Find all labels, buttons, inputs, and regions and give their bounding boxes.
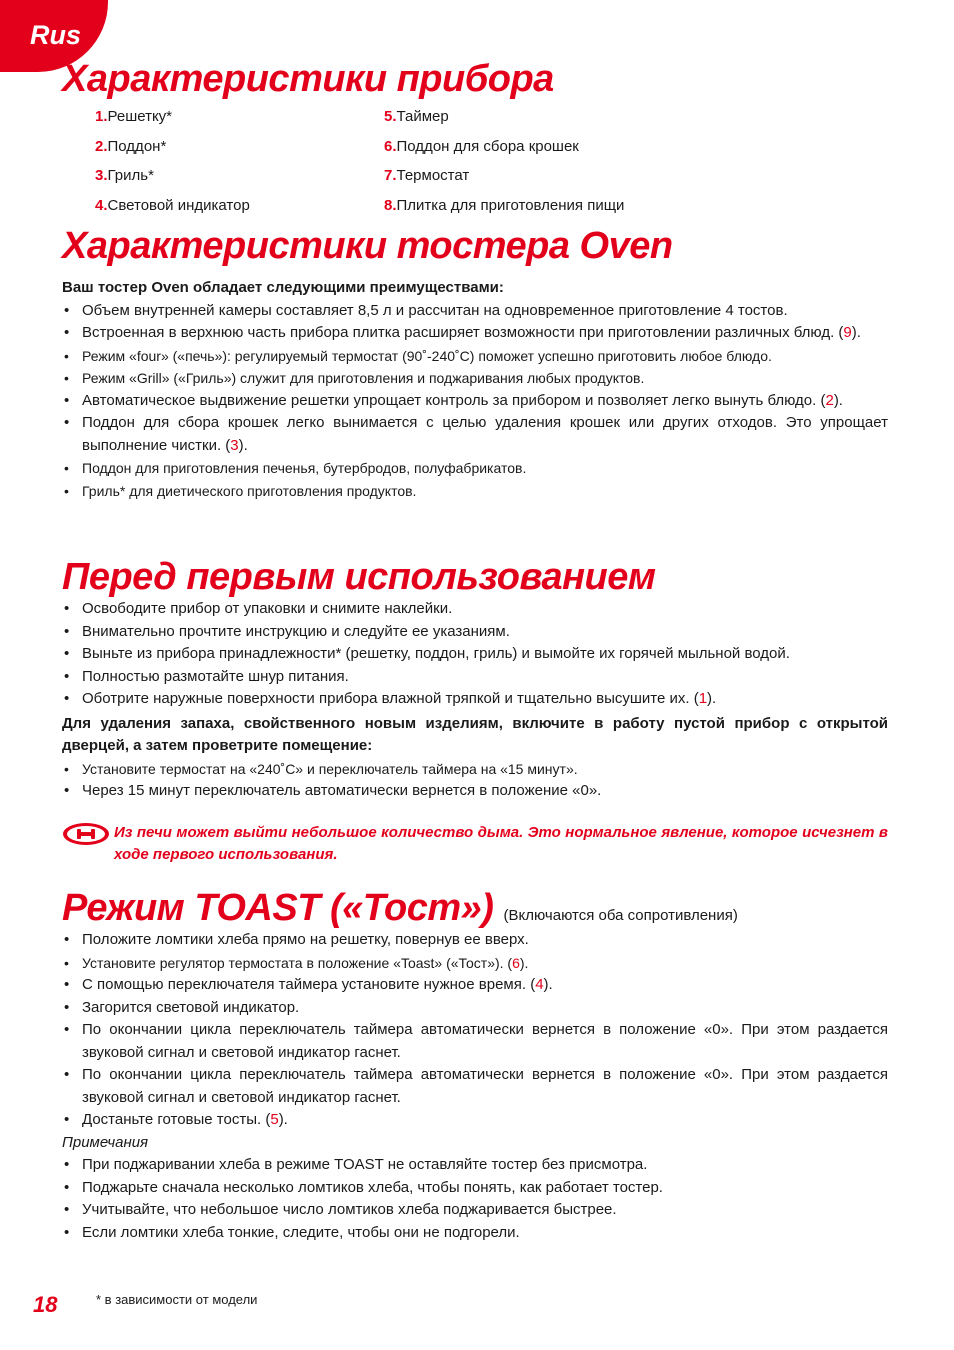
list-item: • Учитывайте, что небольшое число ломтиков хлеба поджаривается быстрее.: [62, 1199, 888, 1222]
figure-ref: 3: [230, 436, 239, 454]
features-lead: Ваш тостер Oven обладает следующими преимуществами:: [62, 279, 504, 296]
part-item: 3.Гриль*: [95, 167, 154, 184]
figure-ref: 4: [535, 976, 544, 993]
toast-title: Режим TOAST («Тост»): [62, 887, 494, 929]
odor-lead: Для удаления запаха, свойственного новым изделиям, включите в работу пустой прибор с открытой дверцей, а затем проветрите помещение:: [62, 714, 888, 754]
list-item: • Автоматическое выдвижение решетки упрощает контроль за прибором и позволяет легко вынуть блюдо. (2).: [62, 390, 888, 413]
odor-list: [62, 758, 888, 803]
figure-ref: 6: [512, 954, 520, 971]
list-item: • Загорится световой индикатор.: [62, 997, 888, 1020]
list-item: • Встроенная в верхнюю часть прибора плитка расширяет возможности при приготовлении различных блюд. (9).: [62, 322, 888, 345]
list-item: • Через 15 минут переключатель автоматически вернется в положение «0».: [62, 780, 888, 803]
list-item: • Объем внутренней камеры составляет 8,5 л и рассчитан на одновременное приготовление 4 тостов.: [62, 300, 888, 323]
features-list: [62, 300, 888, 503]
features-block: [62, 277, 888, 502]
notes-list: [62, 1154, 888, 1244]
warning-note: [62, 822, 888, 866]
part-item: 4.Световой индикатор: [95, 196, 250, 214]
figure-ref: 2: [825, 391, 834, 409]
warning-text: Из печи может выйти небольшое количество дыма. Это нормальное явление, которое исчезнет в ходе первого использования.: [114, 824, 888, 863]
list-item: • Достаньте готовые тосты. (5).: [62, 1109, 888, 1132]
footnote: * в зависимости от модели: [96, 1292, 258, 1307]
list-item: • Поддон для приготовления печенья, бутербродов, полуфабрикатов.: [62, 457, 888, 480]
part-item: 1.Решетку*: [95, 108, 173, 125]
prohibited-hand-icon: [62, 822, 110, 846]
part-item: 8.Плитка для приготовления пищи: [384, 196, 625, 214]
list-item: • Установите регулятор термостата в положение «Toast» («Тост»). (6).: [62, 952, 888, 975]
list-item: • При поджаривании хлеба в режиме TOAST не оставляйте тостер без присмотра.: [62, 1154, 888, 1177]
section-title-first-use: Перед первым использованием: [62, 556, 656, 598]
section-title-features: Характеристики тостера Oven: [62, 225, 673, 267]
figure-ref: 9: [843, 324, 852, 341]
list-item: • Освободите прибор от упаковки и снимите наклейки.: [62, 598, 888, 621]
list-item: • Режим «four» («печь»): регулируемый термостат (90˚-240˚C) поможет успешно приготовить любое блюдо.: [62, 345, 888, 368]
list-item: • Выньте из прибора принадлежности* (решетку, поддон, гриль) и вымойте их горячей мыльной водой.: [62, 643, 888, 666]
part-item: 5.Таймер: [384, 108, 449, 125]
list-item: • Режим «Grill» («Гриль») служит для приготовления и поджаривания любых продуктов.: [62, 367, 888, 390]
parts-column-right: [384, 108, 624, 226]
page-number: 18: [33, 1292, 58, 1317]
parts-column-left: [95, 108, 250, 226]
list-item: • Полностью размотайте шнур питания.: [62, 666, 888, 689]
figure-ref: 5: [270, 1111, 279, 1128]
list-item: • Установите термостат на «240˚C» и переключатель таймера на «15 минут».: [62, 758, 888, 781]
figure-ref: 1: [698, 690, 708, 707]
toast-block: [62, 929, 888, 1244]
list-item: • С помощью переключателя таймера установите нужное время. (4).: [62, 974, 888, 997]
toast-title-note: (Включаются оба сопротивления): [503, 907, 738, 924]
language-label: Rus: [30, 20, 82, 50]
part-item: 6.Поддон для сбора крошек: [384, 137, 579, 155]
first-use-list: [62, 598, 888, 711]
notes-title: Примечания: [62, 1133, 149, 1151]
list-item: • Гриль* для диетического приготовления продуктов.: [62, 480, 888, 503]
section-title-toast: [62, 887, 738, 930]
list-item: • Внимательно прочтите инструкцию и следуйте ее указаниям.: [62, 621, 888, 644]
list-item: • Поддон для сбора крошек легко вынимается с целью удаления крошек или других отходов. Это упрощает выполнение чистки. (3).: [62, 412, 888, 457]
list-item: • Оботрите наружные поверхности прибора влажной тряпкой и тщательно высушите их. (1).: [62, 688, 888, 711]
list-item: • По окончании цикла переключатель таймера автоматически вернется в положение «0». При этом раздается звуковой сигнал и световой индикатор гаснет.: [62, 1019, 888, 1064]
list-item: • Если ломтики хлеба тонкие, следите, чтобы они не подгорели.: [62, 1222, 888, 1245]
part-item: 7.Термостат: [384, 167, 470, 184]
first-use-block: [62, 598, 888, 803]
list-item: • Поджарьте сначала несколько ломтиков хлеба, чтобы понять, как работает тостер.: [62, 1177, 888, 1200]
list-item: • По окончании цикла переключатель таймера автоматически вернется в положение «0». При этом раздается звуковой сигнал и световой индикатор гаснет.: [62, 1064, 888, 1109]
toast-list: [62, 929, 888, 1132]
section-title-appliance: Характеристики прибора: [62, 58, 554, 100]
list-item: • Положите ломтики хлеба прямо на решетку, повернув ее вверх.: [62, 929, 888, 952]
part-item: 2.Поддон*: [95, 137, 167, 155]
